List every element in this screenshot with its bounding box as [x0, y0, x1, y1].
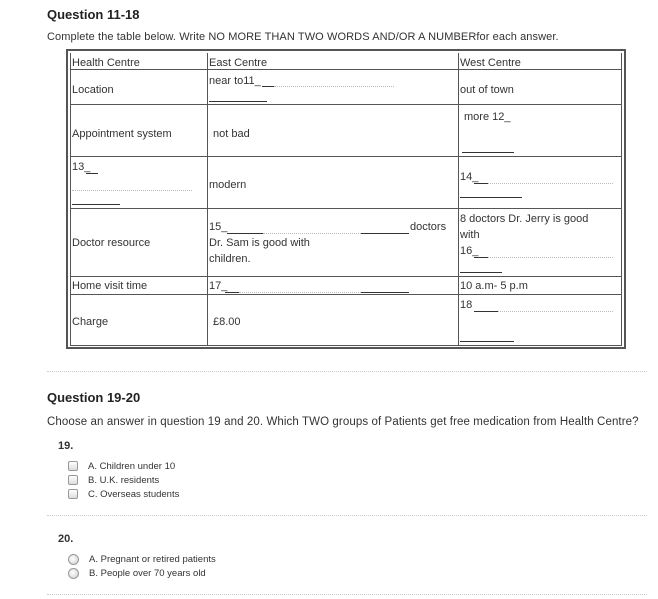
appointment-west: more 12_: [464, 111, 511, 123]
row13-label: 13_: [72, 161, 91, 173]
q20-option-b[interactable]: [68, 566, 206, 580]
question-19-20-title: Question 19-20: [47, 390, 141, 405]
option-label: A. Children under 10: [88, 460, 176, 472]
answer-dotted-line: [274, 86, 394, 87]
doctor-west-16: 16_: [460, 245, 479, 257]
answer-dotted-line: [488, 257, 613, 258]
q20-option-a[interactable]: [68, 552, 216, 566]
answer-blank-14[interactable]: [474, 183, 488, 184]
home-visit-west: 10 a.m- 5 p.m: [460, 280, 528, 292]
answer-blank-line: [460, 341, 514, 342]
answer-dotted-line: [498, 311, 613, 312]
doctor-west-line1: 8 doctors Dr. Jerry is good: [460, 213, 589, 225]
doctor-east-15: 15_: [209, 221, 228, 233]
answer-blank-17[interactable]: [225, 292, 239, 293]
header-health-centre: Health Centre: [72, 57, 140, 69]
answer-blank-11[interactable]: [262, 86, 274, 87]
charge-west-18: 18: [460, 299, 473, 311]
charge-east: £8.00: [213, 316, 241, 328]
appointment-east: not bad: [213, 128, 250, 140]
option-label: B. People over 70 years old: [89, 567, 206, 579]
answer-blank-18[interactable]: [474, 311, 498, 312]
location-label: Location: [72, 84, 114, 96]
table-col-divider: [70, 53, 71, 346]
home-visit-east: 17_: [209, 280, 228, 292]
question-19-20-instruction: Choose an answer in question 19 and 20. Which TWO groups of Patients get free medication from Health Centre?: [47, 416, 639, 428]
location-east: near to11_: [209, 75, 261, 87]
row13-east: modern: [209, 179, 247, 191]
table-row-divider: [70, 294, 622, 295]
answer-blank-line: [72, 204, 120, 205]
question-19-number: 19.: [58, 440, 74, 452]
option-label: C. Overseas students: [88, 488, 180, 500]
answer-blank-16[interactable]: [474, 257, 488, 258]
checkbox-icon[interactable]: [68, 461, 78, 471]
answer-blank-line: [460, 197, 522, 198]
question-20-number: 20.: [58, 533, 74, 545]
doctor-label: Doctor resource: [72, 237, 151, 249]
answer-blank-line: [209, 101, 267, 102]
checkbox-icon[interactable]: [68, 475, 78, 485]
doctor-west-line2: with: [460, 229, 480, 241]
table-row-divider: [70, 345, 622, 346]
table-row-divider: [70, 104, 622, 105]
doctor-east-doctors: doctors: [410, 221, 447, 233]
appointment-label: Appointment system: [72, 128, 172, 140]
question-11-18-instruction: Complete the table below. Write NO MORE THAN TWO WORDS AND/OR A NUMBERfor each answer.: [47, 31, 559, 43]
table-col-divider: [621, 53, 622, 346]
answer-dotted-line: [239, 292, 361, 293]
answer-blank-line: [361, 292, 409, 293]
answer-blank-line: [460, 272, 502, 273]
table-row-divider: [70, 208, 622, 209]
answer-dotted-line: [72, 190, 192, 191]
answer-dotted-line: [263, 233, 361, 234]
answer-blank-line: [361, 233, 409, 234]
doctor-east-line3: children.: [209, 253, 251, 265]
answer-blank-13[interactable]: [86, 173, 98, 174]
answer-blank-12[interactable]: [462, 152, 514, 153]
section-divider: [47, 594, 647, 595]
doctor-east-line2: Dr. Sam is good with: [209, 237, 310, 249]
table-col-divider: [458, 53, 459, 346]
radio-icon[interactable]: [68, 568, 79, 579]
checkbox-icon[interactable]: [68, 489, 78, 499]
table-border: [66, 49, 626, 349]
table-row-divider: [70, 156, 622, 157]
table-row-divider: [70, 276, 622, 277]
charge-label: Charge: [72, 316, 109, 328]
table-row-divider: [70, 69, 622, 70]
section-divider: [47, 515, 647, 516]
home-visit-label: Home visit time: [72, 280, 148, 292]
q19-option-a[interactable]: [68, 459, 175, 473]
answer-dotted-line: [488, 183, 613, 184]
location-west: out of town: [460, 84, 514, 96]
table-col-divider: [207, 53, 208, 346]
q19-option-b[interactable]: [68, 473, 159, 487]
section-divider: [47, 371, 647, 372]
radio-icon[interactable]: [68, 554, 79, 565]
header-west-centre: West Centre: [460, 57, 521, 69]
q19-option-c[interactable]: [68, 487, 179, 501]
question-11-18-title: Question 11-18: [47, 7, 140, 22]
option-label: B. U.K. residents: [88, 474, 160, 486]
answer-blank-15[interactable]: [227, 233, 263, 234]
header-east-centre: East Centre: [209, 57, 268, 69]
option-label: A. Pregnant or retired patients: [89, 553, 216, 565]
row13-west: 14_: [460, 171, 479, 183]
